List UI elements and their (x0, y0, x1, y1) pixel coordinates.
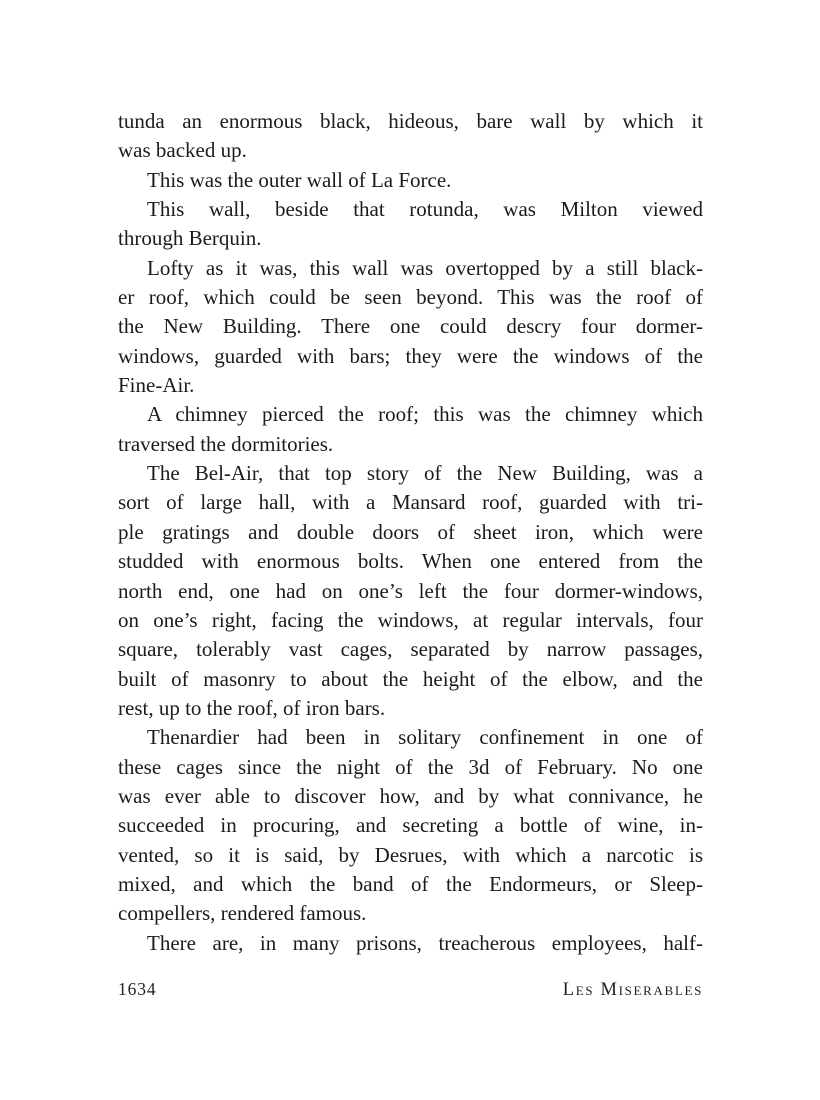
text-line: The Bel-Air, that top story of the New Building, was a (147, 461, 703, 486)
paragraph (118, 459, 703, 723)
text-line: traversed the dormitories. (118, 431, 334, 456)
paragraph (118, 195, 703, 254)
text-line: succeeded in procuring, and secreting a bottle of wine, in- (118, 813, 703, 838)
paragraph (118, 254, 703, 401)
text-line: There are, in many prisons, treacherous employees, half- (147, 930, 703, 955)
text-line: was ever able to discover how, and by what connivance, he (118, 783, 703, 808)
text-line: the New Building. There one could descry four dormer- (118, 314, 703, 339)
text-line: A chimney pierced the roof; this was the chimney which (147, 402, 703, 427)
text-line: was backed up. (118, 138, 247, 163)
paragraph (118, 400, 703, 459)
page-text (118, 107, 703, 958)
text-line: windows, guarded with bars; they were the windows of the (118, 343, 703, 368)
text-line: mixed, and which the band of the Endormeurs, or Sleep- (118, 871, 703, 896)
paragraph (118, 723, 703, 928)
text-line: er roof, which could be seen beyond. This was the roof of (118, 285, 703, 310)
text-line: Fine-Air. (118, 373, 195, 398)
text-line: vented, so it is said, by Desrues, with which a narcotic is (118, 842, 703, 867)
text-line: sort of large hall, with a Mansard roof, guarded with tri- (118, 490, 703, 515)
text-line: rest, up to the roof, of iron bars. (118, 695, 386, 720)
paragraph (118, 166, 703, 195)
page-number: 1634 (118, 979, 157, 999)
paragraph (118, 929, 703, 958)
text-line: tunda an enormous black, hideous, bare wall by which it (118, 109, 703, 133)
text-line: ple gratings and double doors of sheet iron, which were (118, 519, 703, 544)
text-line: compellers, rendered famous. (118, 901, 367, 926)
page-footer (118, 979, 703, 1001)
paragraph (118, 107, 703, 166)
text-line: through Berquin. (118, 226, 262, 251)
text-line: Lofty as it was, this wall was overtopped by a still black- (147, 255, 703, 280)
text-line: these cages since the night of the 3d of February. No one (118, 754, 703, 779)
text-line: on one’s right, facing the windows, at regular intervals, four (118, 607, 703, 632)
text-line: studded with enormous bolts. When one entered from the (118, 549, 703, 574)
text-line: north end, one had on one’s left the four dormer-windows, (118, 578, 703, 603)
text-line: square, tolerably vast cages, separated by narrow passages, (118, 637, 703, 662)
running-title: Les Miserables (562, 980, 703, 1000)
text-line: This wall, beside that rotunda, was Milton viewed (147, 197, 703, 222)
text-line: This was the outer wall of La Force. (147, 167, 452, 192)
text-line: built of masonry to about the height of the elbow, and the (118, 666, 703, 691)
text-line: Thenardier had been in solitary confinement in one of (147, 725, 703, 750)
